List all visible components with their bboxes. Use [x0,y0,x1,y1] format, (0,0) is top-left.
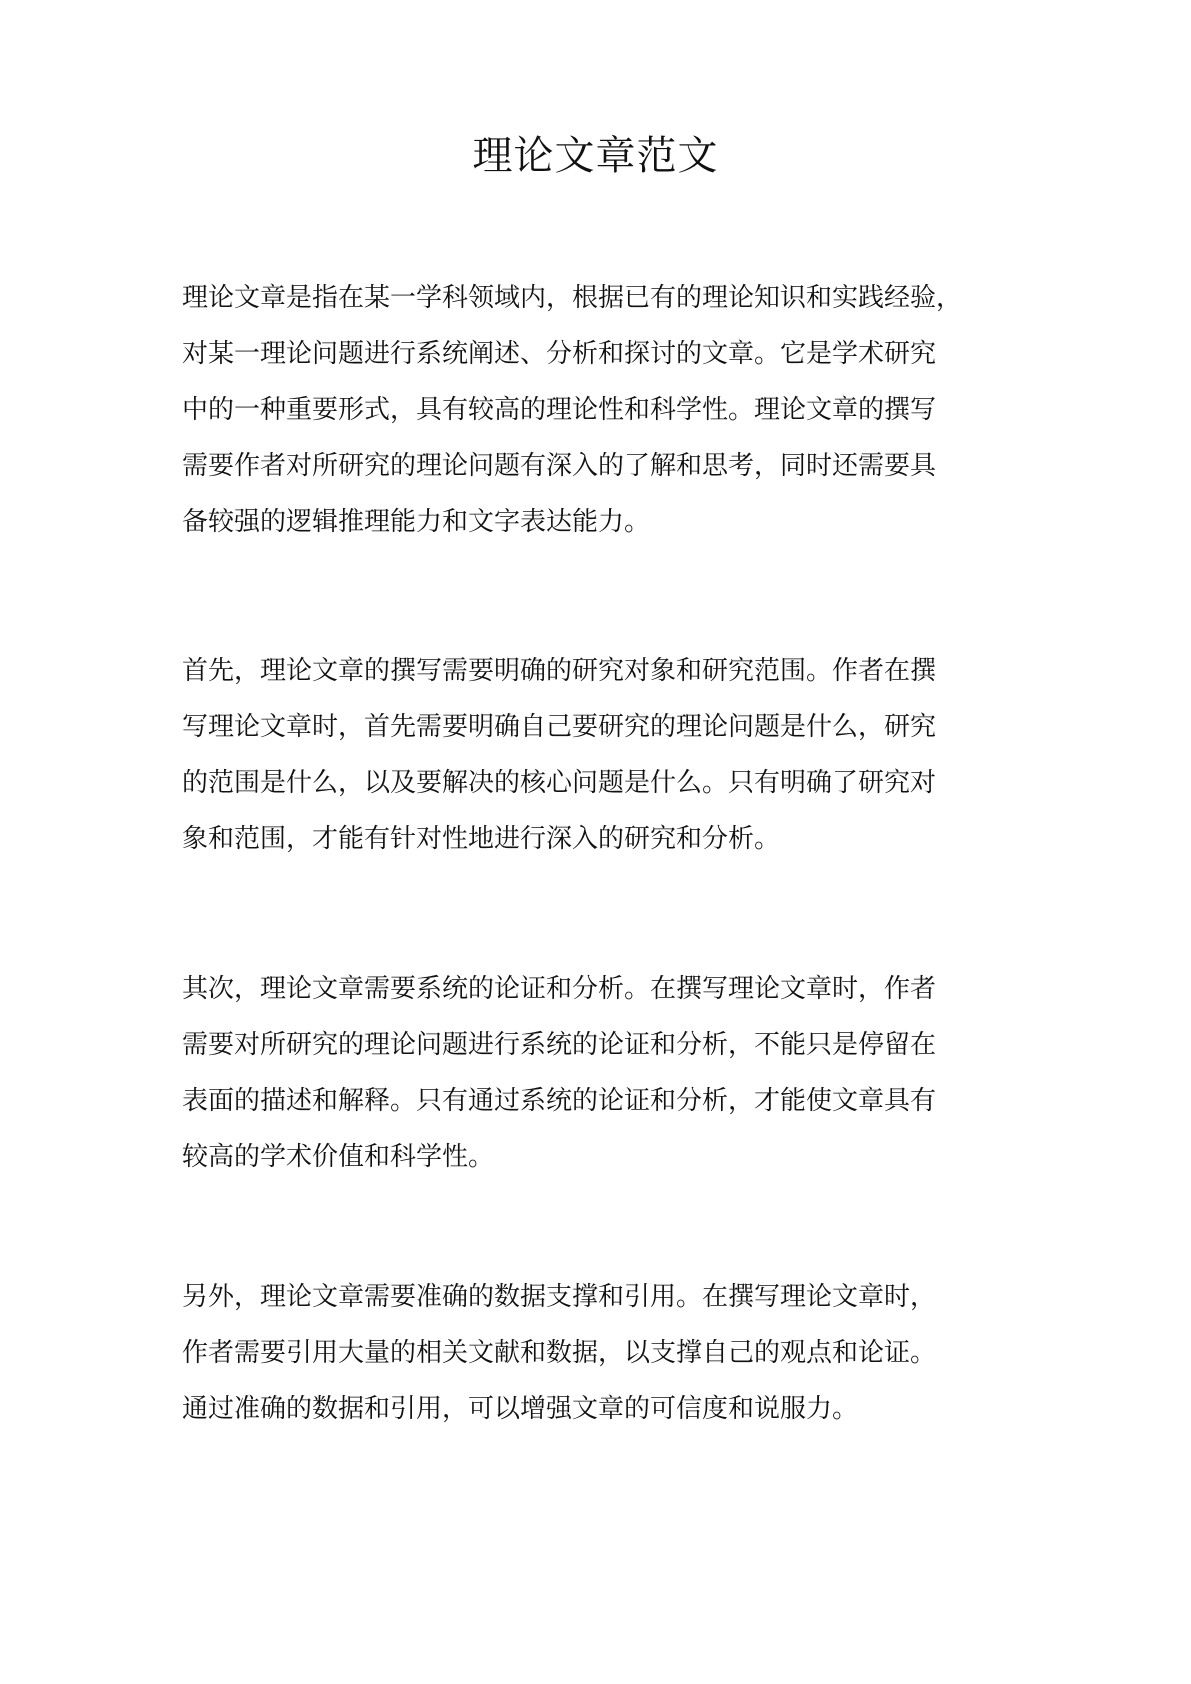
paragraph-line: 需要作者对所研究的理论问题有深入的了解和思考，同时还需要具 [182,451,937,481]
paragraph-line: 作者需要引用大量的相关文献和数据，以支撑自己的观点和论证。 [182,1338,937,1368]
paragraph-line: 中的一种重要形式，具有较高的理论性和科学性。理论文章的撰写 [182,395,937,425]
paragraph-line: 的范围是什么，以及要解决的核心问题是什么。只有明确了研究对 [182,768,937,798]
paragraph-line: 另外，理论文章需要准确的数据支撑和引用。在撰写理论文章时， [182,1282,937,1312]
paragraph-line: 备较强的逻辑推理能力和文字表达能力。 [182,507,651,537]
paragraph-line: 表面的描述和解释。只有通过系统的论证和分析，才能使文章具有 [182,1086,937,1116]
paragraph-first [182,643,1042,867]
paragraph-definition [182,270,1042,550]
paragraph-additionally [182,1269,1042,1437]
paragraph-line: 象和范围，才能有针对性地进行深入的研究和分析。 [182,824,781,854]
paragraph-line: 需要对所研究的理论问题进行系统的论证和分析，不能只是停留在 [182,1030,937,1060]
paragraph-line: 通过准确的数据和引用，可以增强文章的可信度和说服力。 [182,1394,859,1424]
paragraph-line: 理论文章是指在某一学科领域内，根据已有的理论知识和实践经验， [182,283,963,313]
document-title: 理论文章范文 [472,133,719,179]
paragraph-line: 对某一理论问题进行系统阐述、分析和探讨的文章。它是学术研究 [182,339,937,369]
paragraph-line: 较高的学术价值和科学性。 [182,1142,495,1172]
paragraph-line: 写理论文章时，首先需要明确自己要研究的理论问题是什么，研究 [182,712,937,742]
paragraph-line: 首先，理论文章的撰写需要明确的研究对象和研究范围。作者在撰 [182,656,937,686]
paragraph-line: 其次，理论文章需要系统的论证和分析。在撰写理论文章时，作者 [182,974,937,1004]
paragraph-second [182,961,1042,1185]
